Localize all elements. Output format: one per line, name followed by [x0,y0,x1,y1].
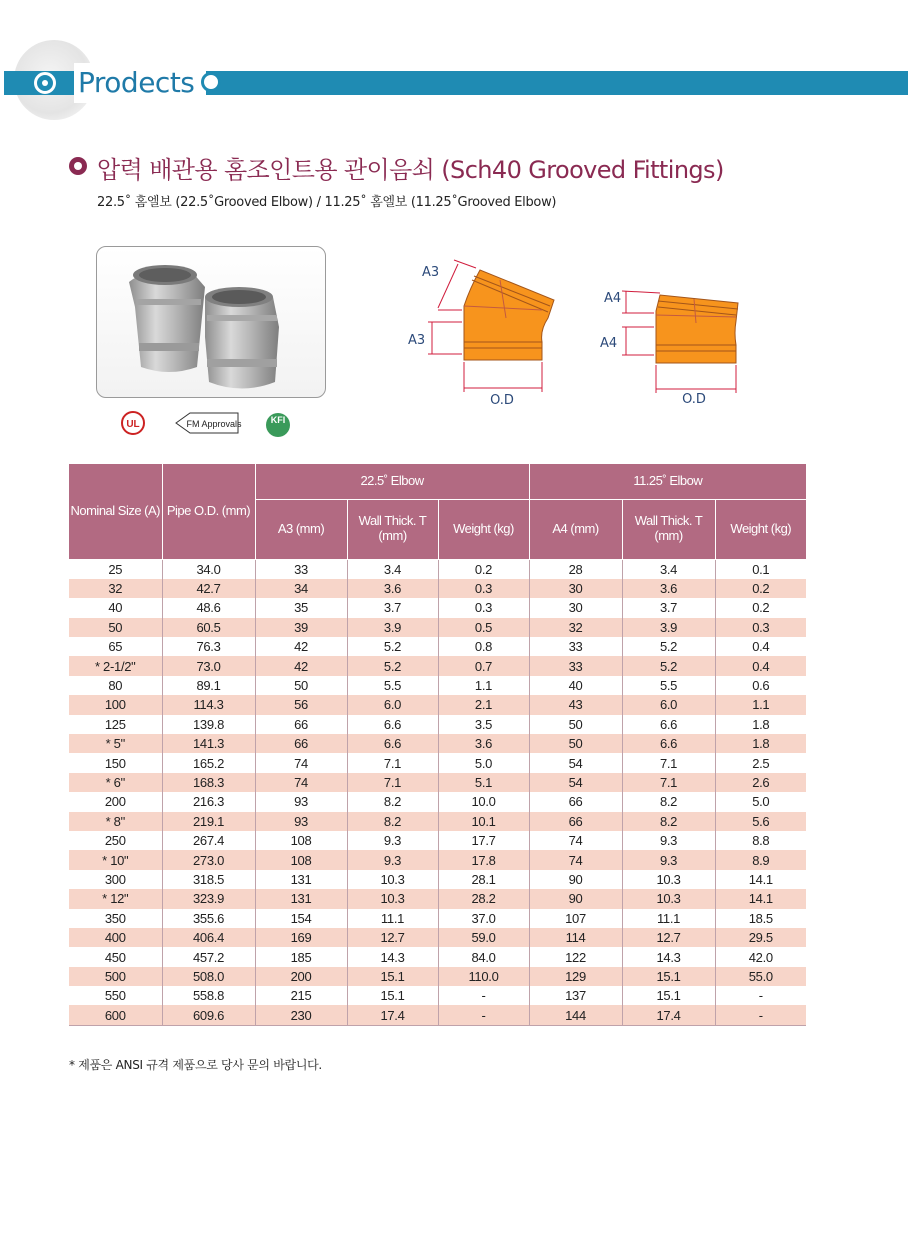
cell-wall-thick-22-5: 10.3 [347,889,438,908]
table-row [69,889,806,908]
cell-a3: 131 [255,889,347,908]
cell-wall-thick-11-25: 3.4 [622,559,715,579]
cell-wall-thick-11-25: 3.7 [622,598,715,617]
cell-pipe-od: 76.3 [162,637,255,656]
col-header-pipe-od: Pipe O.D. (mm) [162,464,255,559]
table-row [69,695,806,714]
table-row [69,947,806,966]
page-title: Prodects [74,63,206,103]
group-header-22-5-elbow: 22.5˚ Elbow [255,464,529,499]
cell-pipe-od: 42.7 [162,579,255,598]
product-photo [96,246,326,398]
cell-weight-11-25: 29.5 [715,928,806,947]
cell-a3: 50 [255,676,347,695]
cell-wall-thick-22-5: 5.5 [347,676,438,695]
cell-a3: 42 [255,637,347,656]
table-row [69,870,806,889]
cell-wall-thick-22-5: 12.7 [347,928,438,947]
cell-weight-11-25: 18.5 [715,909,806,928]
cell-wall-thick-22-5: 3.4 [347,559,438,579]
cell-a3: 108 [255,831,347,850]
cell-wall-thick-22-5: 6.6 [347,715,438,734]
cell-weight-11-25: 8.9 [715,850,806,869]
cell-a3: 154 [255,909,347,928]
cell-wall-thick-11-25: 15.1 [622,986,715,1005]
cell-weight-22-5: - [438,986,529,1005]
cell-nominal-size: 350 [69,909,162,928]
cell-weight-22-5: 37.0 [438,909,529,928]
cell-nominal-size: 25 [69,559,162,579]
cell-wall-thick-11-25: 3.9 [622,618,715,637]
ul-logo-text: UL [126,419,140,430]
cell-weight-22-5: 0.8 [438,637,529,656]
cell-pipe-od: 609.6 [162,1005,255,1025]
cell-nominal-size: 500 [69,967,162,986]
cell-nominal-size: * 8" [69,812,162,831]
cell-weight-22-5: 110.0 [438,967,529,986]
cell-weight-11-25: 0.2 [715,579,806,598]
kfi-logo-text: KFI [270,415,286,425]
cell-a4: 30 [529,598,622,617]
cell-wall-thick-22-5: 5.2 [347,637,438,656]
table-row [69,909,806,928]
cell-a4: 137 [529,986,622,1005]
cell-weight-11-25: 5.6 [715,812,806,831]
cell-weight-22-5: 2.1 [438,695,529,714]
cell-nominal-size: * 5" [69,734,162,753]
cell-weight-22-5: 10.1 [438,812,529,831]
cell-wall-thick-22-5: 15.1 [347,986,438,1005]
cell-weight-22-5: 28.1 [438,870,529,889]
cell-a4: 30 [529,579,622,598]
cell-wall-thick-11-25: 9.3 [622,850,715,869]
cell-wall-thick-11-25: 7.1 [622,753,715,772]
cell-wall-thick-11-25: 10.3 [622,870,715,889]
cell-weight-11-25: 14.1 [715,870,806,889]
cell-nominal-size: 100 [69,695,162,714]
cell-nominal-size: 250 [69,831,162,850]
cell-a3: 131 [255,870,347,889]
table-row [69,850,806,869]
cell-wall-thick-22-5: 5.2 [347,656,438,675]
cell-wall-thick-11-25: 5.5 [622,676,715,695]
col-header-a4: A4 (mm) [529,499,622,559]
cell-pipe-od: 89.1 [162,676,255,695]
cell-weight-22-5: - [438,1005,529,1025]
col-header-nominal-size: Nominal Size (A) [69,464,162,559]
table-row [69,831,806,850]
cell-weight-11-25: 2.5 [715,753,806,772]
cell-wall-thick-11-25: 14.3 [622,947,715,966]
cell-a3: 33 [255,559,347,579]
cell-a4: 90 [529,889,622,908]
table-row [69,986,806,1005]
cell-weight-22-5: 3.5 [438,715,529,734]
cell-a3: 93 [255,812,347,831]
fm-logo-text: FM Approvals [186,419,242,429]
cell-wall-thick-11-25: 12.7 [622,928,715,947]
col-header-weight-11-25: Weight (kg) [715,499,806,559]
header-ring-icon [201,72,221,92]
cell-pipe-od: 114.3 [162,695,255,714]
cell-pipe-od: 34.0 [162,559,255,579]
cell-wall-thick-11-25: 9.3 [622,831,715,850]
cell-wall-thick-22-5: 7.1 [347,753,438,772]
cell-a4: 90 [529,870,622,889]
table-row [69,637,806,656]
cell-wall-thick-11-25: 8.2 [622,792,715,811]
table-row [69,656,806,675]
fm-approvals-logo-icon [176,413,242,433]
kfi-logo-icon [266,413,290,437]
cell-a3: 35 [255,598,347,617]
cell-pipe-od: 60.5 [162,618,255,637]
cell-weight-22-5: 0.2 [438,559,529,579]
cell-wall-thick-22-5: 11.1 [347,909,438,928]
cell-weight-11-25: 0.6 [715,676,806,695]
cell-weight-11-25: - [715,986,806,1005]
section-bullet-icon [69,157,87,175]
group-header-11-25-elbow: 11.25˚ Elbow [529,464,806,499]
table-row [69,734,806,753]
table-row [69,812,806,831]
cell-weight-11-25: 0.4 [715,656,806,675]
cell-weight-22-5: 17.8 [438,850,529,869]
cell-a4: 40 [529,676,622,695]
cell-a3: 169 [255,928,347,947]
col-header-wall-thick-11-25: Wall Thick. T (mm) [622,499,715,559]
cell-weight-22-5: 0.3 [438,598,529,617]
col-header-a3: A3 (mm) [255,499,347,559]
cell-weight-11-25: 14.1 [715,889,806,908]
cell-pipe-od: 273.0 [162,850,255,869]
cell-a4: 114 [529,928,622,947]
cell-a4: 129 [529,967,622,986]
cell-weight-22-5: 0.7 [438,656,529,675]
cell-a3: 200 [255,967,347,986]
cell-weight-11-25: 42.0 [715,947,806,966]
cell-weight-11-25: 1.1 [715,695,806,714]
cell-nominal-size: 40 [69,598,162,617]
cell-nominal-size: * 12" [69,889,162,908]
cell-weight-22-5: 5.0 [438,753,529,772]
table-row [69,773,806,792]
cell-nominal-size: 150 [69,753,162,772]
cell-nominal-size: 50 [69,618,162,637]
cell-nominal-size: 80 [69,676,162,695]
cell-weight-22-5: 28.2 [438,889,529,908]
cell-pipe-od: 267.4 [162,831,255,850]
spec-table [69,464,806,1026]
cell-a3: 108 [255,850,347,869]
cell-a4: 144 [529,1005,622,1025]
cell-nominal-size: 600 [69,1005,162,1025]
cell-wall-thick-11-25: 7.1 [622,773,715,792]
cell-pipe-od: 318.5 [162,870,255,889]
cell-pipe-od: 406.4 [162,928,255,947]
cell-pipe-od: 216.3 [162,792,255,811]
cell-a4: 32 [529,618,622,637]
cell-pipe-od: 457.2 [162,947,255,966]
cell-wall-thick-11-25: 3.6 [622,579,715,598]
cell-weight-11-25: 55.0 [715,967,806,986]
table-row [69,579,806,598]
cell-weight-22-5: 84.0 [438,947,529,966]
cell-nominal-size: 400 [69,928,162,947]
cell-wall-thick-11-25: 10.3 [622,889,715,908]
cell-wall-thick-11-25: 6.6 [622,715,715,734]
cell-a4: 54 [529,753,622,772]
cell-weight-22-5: 5.1 [438,773,529,792]
cell-a3: 56 [255,695,347,714]
cell-weight-11-25: 1.8 [715,734,806,753]
cell-a4: 33 [529,656,622,675]
cell-a4: 74 [529,850,622,869]
cell-a4: 43 [529,695,622,714]
cell-weight-11-25: 0.2 [715,598,806,617]
cell-wall-thick-22-5: 3.7 [347,598,438,617]
cell-a4: 74 [529,831,622,850]
cell-pipe-od: 165.2 [162,753,255,772]
table-row [69,598,806,617]
cell-nominal-size: * 2-1/2" [69,656,162,675]
cell-a4: 28 [529,559,622,579]
table-row [69,792,806,811]
cell-wall-thick-22-5: 6.0 [347,695,438,714]
cell-a3: 34 [255,579,347,598]
cell-a3: 185 [255,947,347,966]
cell-nominal-size: 32 [69,579,162,598]
cell-pipe-od: 323.9 [162,889,255,908]
diagram-22-5-a3-side-label: A3 [408,333,426,348]
cell-a4: 50 [529,734,622,753]
cell-wall-thick-22-5: 9.3 [347,831,438,850]
cell-pipe-od: 355.6 [162,909,255,928]
cell-a3: 66 [255,715,347,734]
cell-weight-22-5: 17.7 [438,831,529,850]
cell-wall-thick-22-5: 15.1 [347,967,438,986]
cell-nominal-size: 450 [69,947,162,966]
cell-pipe-od: 48.6 [162,598,255,617]
table-row [69,715,806,734]
table-row [69,753,806,772]
cell-nominal-size: * 6" [69,773,162,792]
cell-wall-thick-22-5: 6.6 [347,734,438,753]
cell-wall-thick-22-5: 8.2 [347,792,438,811]
cell-wall-thick-22-5: 17.4 [347,1005,438,1025]
diagram-11-25-elbow [598,285,748,410]
cell-wall-thick-11-25: 5.2 [622,656,715,675]
cell-weight-11-25: - [715,1005,806,1025]
ul-logo-icon [122,412,144,434]
cell-wall-thick-11-25: 17.4 [622,1005,715,1025]
cell-weight-22-5: 1.1 [438,676,529,695]
cell-weight-11-25: 1.8 [715,715,806,734]
cell-pipe-od: 139.8 [162,715,255,734]
cell-wall-thick-11-25: 15.1 [622,967,715,986]
col-header-weight-22-5: Weight (kg) [438,499,529,559]
table-row [69,676,806,695]
table-row [69,559,806,579]
cell-weight-11-25: 0.3 [715,618,806,637]
cell-weight-22-5: 0.3 [438,579,529,598]
certification-logos [120,405,300,441]
cell-a4: 50 [529,715,622,734]
cell-pipe-od: 558.8 [162,986,255,1005]
cell-weight-11-25: 5.0 [715,792,806,811]
cell-weight-22-5: 0.5 [438,618,529,637]
diagram-22-5-elbow [398,248,568,408]
cell-pipe-od: 168.3 [162,773,255,792]
cell-nominal-size: 550 [69,986,162,1005]
diagram-22-5-od-label: O.D [490,393,514,408]
col-header-wall-thick-22-5: Wall Thick. T (mm) [347,499,438,559]
table-row [69,618,806,637]
cell-weight-11-25: 0.4 [715,637,806,656]
cell-wall-thick-22-5: 10.3 [347,870,438,889]
cell-a4: 107 [529,909,622,928]
cell-weight-22-5: 59.0 [438,928,529,947]
table-row [69,1005,806,1025]
cell-a4: 54 [529,773,622,792]
cell-a4: 66 [529,792,622,811]
cell-pipe-od: 219.1 [162,812,255,831]
grooved-elbow-illustration [97,247,325,397]
cell-a3: 42 [255,656,347,675]
cell-wall-thick-11-25: 6.0 [622,695,715,714]
spec-table-body [69,559,806,1025]
cell-nominal-size: * 10" [69,850,162,869]
cell-a4: 66 [529,812,622,831]
cell-a3: 74 [255,773,347,792]
cell-pipe-od: 73.0 [162,656,255,675]
cell-pipe-od: 141.3 [162,734,255,753]
table-row [69,967,806,986]
diagram-11-25-a4-top-label: A4 [604,291,622,306]
section-title: 압력 배관용 홈조인트용 관이음쇠 (Sch40 Grooved Fittings) [97,156,724,184]
cell-a3: 215 [255,986,347,1005]
cell-a3: 74 [255,753,347,772]
cell-weight-11-25: 2.6 [715,773,806,792]
cell-a3: 66 [255,734,347,753]
cell-wall-thick-11-25: 11.1 [622,909,715,928]
diagram-11-25-od-label: O.D [682,392,706,407]
cell-nominal-size: 125 [69,715,162,734]
diagram-11-25-a4-side-label: A4 [600,336,618,351]
cell-a3: 39 [255,618,347,637]
cell-a3: 93 [255,792,347,811]
cell-pipe-od: 508.0 [162,967,255,986]
cell-wall-thick-22-5: 7.1 [347,773,438,792]
cell-weight-11-25: 0.1 [715,559,806,579]
section-subtitle: 22.5˚ 홈엘보 (22.5˚Grooved Elbow) / 11.25˚ 홈엘보 (11.25˚Grooved Elbow) [97,195,557,210]
cell-weight-22-5: 3.6 [438,734,529,753]
diagram-22-5-a3-top-label: A3 [422,265,440,280]
cell-wall-thick-11-25: 8.2 [622,812,715,831]
cell-wall-thick-22-5: 14.3 [347,947,438,966]
cell-weight-22-5: 10.0 [438,792,529,811]
cell-weight-11-25: 8.8 [715,831,806,850]
table-row [69,928,806,947]
cell-nominal-size: 65 [69,637,162,656]
header-bullet-icon [34,72,56,94]
cell-nominal-size: 300 [69,870,162,889]
footnote: * 제품은 ANSI 규격 제품으로 당사 문의 바랍니다. [69,1058,322,1072]
cell-a4: 33 [529,637,622,656]
cell-wall-thick-11-25: 5.2 [622,637,715,656]
cell-wall-thick-11-25: 6.6 [622,734,715,753]
cell-wall-thick-22-5: 8.2 [347,812,438,831]
cell-wall-thick-22-5: 3.6 [347,579,438,598]
cell-nominal-size: 200 [69,792,162,811]
cell-a3: 230 [255,1005,347,1025]
cell-wall-thick-22-5: 9.3 [347,850,438,869]
cell-a4: 122 [529,947,622,966]
cell-wall-thick-22-5: 3.9 [347,618,438,637]
